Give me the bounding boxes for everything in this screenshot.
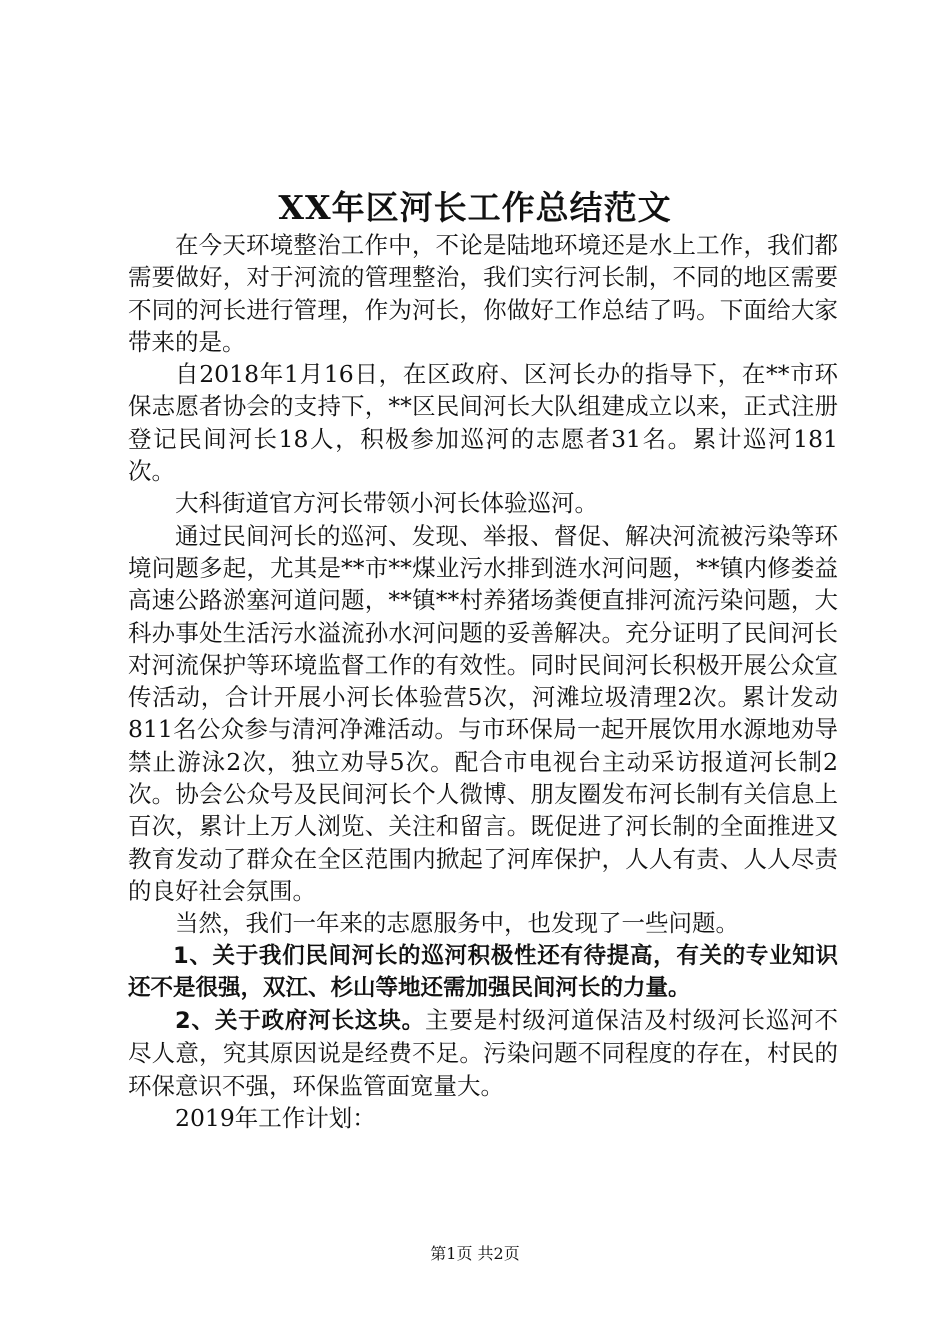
paragraph-problems-intro: 当然，我们一年来的志愿服务中，也发现了一些问题。: [175, 909, 739, 938]
paragraph-founding: 自2018年1月16日，在区政府、区河长办的指导下，在**市环保志愿者协会的支持下，**区民间河长大队组建成立以来，正式注册登记民间河长18人，积极参加巡河的志愿者31名。累计巡河181次。: [128, 360, 838, 486]
paragraph-plan-heading: 2019年工作计划：: [175, 1104, 376, 1133]
paragraph-achievements: 通过民间河长的巡河、发现、举报、督促、解决河流被污染等环境问题多起，尤其是**市**煤业污水排到涟水河问题，**镇内修娄益高速公路淤塞河道问题，**镇**村养猪场粪便直排河流污染问题，大科办事处生活污水溢流孙水河问题的妥善解决。充分证明了民间河长对河流保护等环境监督工作的有效性。同时民间河长积极开展公众宣传活动，合计开展小河长体验营5次，河滩垃圾清理2次。累计发动811名公众参与清河净滩活动。与市环保局一起开展饮用水源地劝导禁止游泳2次，独立劝导5次。配合市电视台主动采访报道河长制2次。协会公众号及民间河长个人微博、朋友圈发布河长制有关信息上百次，累计上万人浏览、关注和留言。既促进了河长制的全面推进又教育发动了群众在全区范围内掀起了河库保护，人人有责、人人尽责的良好社会氛围。: [128, 521, 838, 905]
paragraph-issue-1: 1、关于我们民间河长的巡河积极性还有待提高，有关的专业知识还不是很强，双江、杉山等地还需加强民间河长的力量。: [128, 942, 838, 1001]
paragraph-photo-caption: 大科街道官方河长带领小河长体验巡河。: [175, 489, 598, 518]
paragraph-issue-2: [128, 1004, 838, 1102]
document-title: XX年区河长工作总结范文: [278, 188, 672, 227]
page-footer: 第1页 共2页: [430, 1244, 520, 1263]
issue-2-body: 主要是村级河道保洁及村级河长巡河不尽人意，究其原因说是经费不足。污染问题不同程度的存在，村民的环保意识不强，环保监管面宽量大。: [128, 1006, 839, 1100]
document-body: [128, 229, 838, 1134]
paragraph-intro: 在今天环境整治工作中，不论是陆地环境还是水上工作，我们都需要做好，对于河流的管理整治，我们实行河长制，不同的地区需要不同的河长进行管理，作为河长，你做好工作总结了吗。下面给大家带来的是。: [128, 231, 838, 356]
issue-2-heading: 2、关于政府河长这块。: [175, 1008, 425, 1035]
